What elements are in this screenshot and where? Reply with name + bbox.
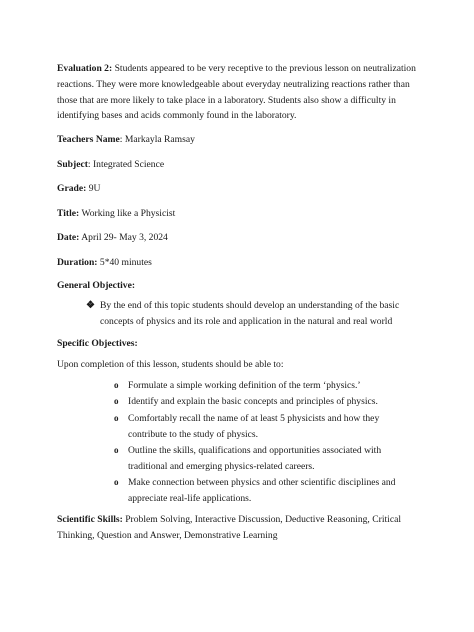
evaluation-paragraph	[57, 61, 419, 124]
evaluation-label: Evaluation 2:	[57, 63, 113, 74]
general-objective-text: By the end of this topic students should develop an understanding of the basic concepts of physics and its role and application in the natural and real world	[100, 300, 400, 327]
grade-value: 9U	[86, 183, 101, 194]
duration-label: Duration:	[57, 257, 98, 268]
general-objective-heading-text: General Objective:	[57, 280, 136, 291]
teacher-name-label: Teachers Name	[57, 134, 120, 145]
title-value: Working like a Physicist	[79, 208, 176, 219]
grade-line	[57, 181, 419, 197]
date-line	[57, 230, 419, 246]
specific-objectives-heading	[57, 336, 419, 352]
date-value: April 29- May 3, 2024	[79, 232, 168, 243]
list-item-text: Make connection between physics and other scientific disciplines and appreciate real-life applications.	[128, 477, 396, 504]
evaluation-text: Students appeared to be very receptive to the previous lesson on neutralization reactions. They were more knowledgeable about everyday neutralizing reactions rather than those that are more likely to take place in a laboratory. Students also show a difficulty in identifying bases and acids commonly found in the laboratory.	[57, 63, 416, 122]
circle-bullet-icon: o	[114, 380, 119, 390]
scientific-skills-label: Scientific Skills:	[57, 514, 123, 525]
subject-value: : Integrated Science	[87, 159, 165, 170]
scientific-skills-text: Problem Solving, Interactive Discussion, Deductive Reasoning, Critical Thinking, Question and Answer, Demonstrative Learning	[57, 514, 401, 541]
diamond-bullet-icon: ❖	[86, 300, 95, 311]
subject-label: Subject	[57, 159, 88, 170]
teacher-name-line	[57, 132, 419, 148]
circle-bullet-icon: o	[114, 413, 119, 423]
duration-value: 5*40 minutes	[97, 257, 152, 268]
list-item-text: Comfortably recall the name of at least 5 physicists and how they contribute to the study of physics.	[128, 413, 380, 440]
circle-bullet-icon: o	[114, 477, 119, 487]
general-objective-bullet	[86, 298, 406, 330]
list-item	[114, 378, 414, 394]
specific-objectives-heading-text: Specific Objectives:	[57, 338, 138, 349]
scientific-skills-paragraph	[57, 512, 419, 544]
list-item-text: Outline the skills, qualifications and opportunities associated with traditional and emerging physics-related careers.	[128, 445, 382, 472]
list-item	[114, 443, 414, 475]
teacher-name-value: : Markayla Ramsay	[119, 134, 195, 145]
subject-line	[57, 157, 419, 173]
specific-objectives-intro: Upon completion of this lesson, students should be able to:	[57, 359, 284, 370]
title-line	[57, 206, 419, 222]
title-label: Title:	[57, 208, 80, 219]
list-item-text: Identify and explain the basic concepts and principles of physics.	[128, 396, 378, 407]
list-item-text: Formulate a simple working definition of the term ‘physics.’	[128, 380, 361, 391]
list-item	[114, 411, 414, 443]
date-label: Date:	[57, 232, 80, 243]
general-objective-heading	[57, 278, 419, 294]
circle-bullet-icon: o	[114, 396, 119, 406]
duration-line	[57, 255, 419, 271]
circle-bullet-icon: o	[114, 445, 119, 455]
grade-label: Grade:	[57, 183, 87, 194]
list-item	[114, 475, 414, 507]
list-item	[114, 394, 414, 410]
